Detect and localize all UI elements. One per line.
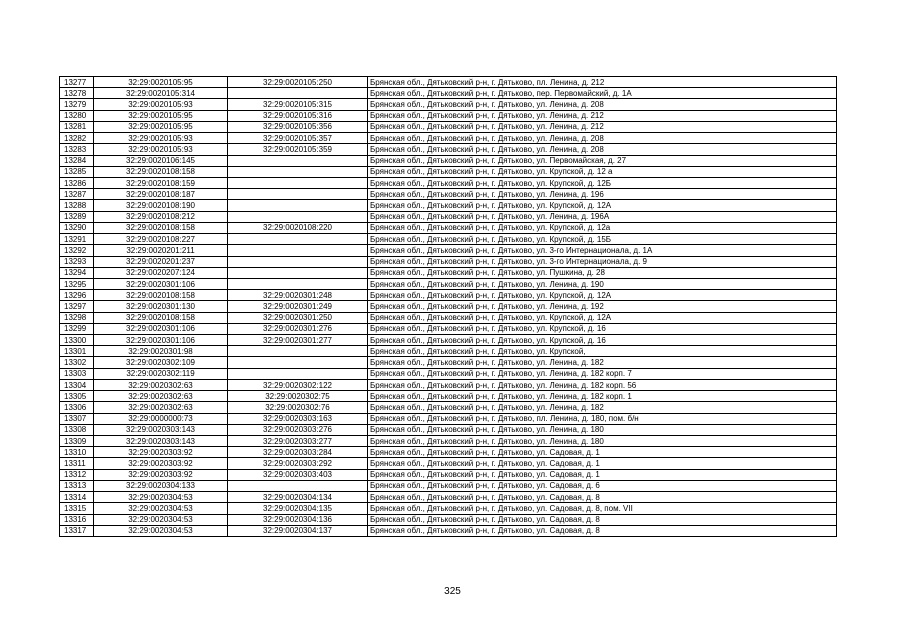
table-row xyxy=(60,447,837,458)
address-cell: Брянская обл., Дятьковский р-н, г. Дятьково, ул. Ленина, д. 190 xyxy=(368,278,837,289)
cadastral-register-table xyxy=(59,76,837,537)
cadastral-number-cell: 32:29:0000000:73 xyxy=(94,413,228,424)
cadastral-number-2-cell xyxy=(228,357,368,368)
cadastral-number-2-cell: 32:29:0020304:134 xyxy=(228,492,368,503)
cadastral-number-2-cell xyxy=(228,166,368,177)
cadastral-number-2-cell xyxy=(228,368,368,379)
table-row xyxy=(60,133,837,144)
cadastral-number-2-cell: 32:29:0020105:356 xyxy=(228,121,368,132)
address-cell: Брянская обл., Дятьковский р-н, г. Дятьково, ул. Первомайская, д. 27 xyxy=(368,155,837,166)
cadastral-number-cell: 32:29:0020108:187 xyxy=(94,189,228,200)
table-row xyxy=(60,480,837,491)
address-cell: Брянская обл., Дятьковский р-н, г. Дятьково, ул. 3-го Интернационала, д. 1А xyxy=(368,245,837,256)
cadastral-number-cell: 32:29:0020303:143 xyxy=(94,436,228,447)
address-cell: Брянская обл., Дятьковский р-н, г. Дятьково, ул. Ленина, д. 196 xyxy=(368,189,837,200)
table-row xyxy=(60,267,837,278)
table-row xyxy=(60,290,837,301)
cadastral-number-cell: 32:29:0020302:109 xyxy=(94,357,228,368)
address-cell: Брянская обл., Дятьковский р-н, г. Дятьково, ул. Садовая, д. 1 xyxy=(368,458,837,469)
address-cell: Брянская обл., Дятьковский р-н, г. Дятьково, ул. Садовая, д. 1 xyxy=(368,447,837,458)
cadastral-number-cell: 32:29:0020108:158 xyxy=(94,222,228,233)
table-row xyxy=(60,77,837,88)
address-cell: Брянская обл., Дятьковский р-н, г. Дятьково, ул. Садовая, д. 8 xyxy=(368,492,837,503)
address-cell: Брянская обл., Дятьковский р-н, г. Дятьково, ул. Крупской, д. 12 а xyxy=(368,166,837,177)
cadastral-number-cell: 32:29:0020301:130 xyxy=(94,301,228,312)
row-number-cell: 13300 xyxy=(60,335,94,346)
row-number-cell: 13317 xyxy=(60,525,94,536)
cadastral-number-2-cell xyxy=(228,211,368,222)
row-number-cell: 13312 xyxy=(60,469,94,480)
cadastral-number-cell: 32:29:0020105:95 xyxy=(94,110,228,121)
row-number-cell: 13285 xyxy=(60,166,94,177)
row-number-cell: 13307 xyxy=(60,413,94,424)
table-body xyxy=(60,77,837,537)
row-number-cell: 13313 xyxy=(60,480,94,491)
row-number-cell: 13286 xyxy=(60,177,94,188)
row-number-cell: 13290 xyxy=(60,222,94,233)
address-cell: Брянская обл., Дятьковский р-н, г. Дятьково, пер. Первомайский, д. 1А xyxy=(368,88,837,99)
cadastral-number-cell: 32:29:0020201:211 xyxy=(94,245,228,256)
address-cell: Брянская обл., Дятьковский р-н, г. Дятьково, ул. Ленина, д. 182 корп. 56 xyxy=(368,379,837,390)
cadastral-number-cell: 32:29:0020108:159 xyxy=(94,177,228,188)
address-cell: Брянская обл., Дятьковский р-н, г. Дятьково, ул. Садовая, д. 8, пом. VII xyxy=(368,503,837,514)
cadastral-number-cell: 32:29:0020302:119 xyxy=(94,368,228,379)
cadastral-number-cell: 32:29:0020201:237 xyxy=(94,256,228,267)
cadastral-number-2-cell xyxy=(228,234,368,245)
row-number-cell: 13292 xyxy=(60,245,94,256)
address-cell: Брянская обл., Дятьковский р-н, г. Дятьково, ул. Пушкина, д. 28 xyxy=(368,267,837,278)
cadastral-number-2-cell xyxy=(228,346,368,357)
row-number-cell: 13297 xyxy=(60,301,94,312)
table-row xyxy=(60,525,837,536)
table-row xyxy=(60,245,837,256)
cadastral-number-cell: 32:29:0020105:95 xyxy=(94,121,228,132)
cadastral-number-2-cell: 32:29:0020303:403 xyxy=(228,469,368,480)
row-number-cell: 13296 xyxy=(60,290,94,301)
cadastral-number-2-cell xyxy=(228,88,368,99)
cadastral-number-2-cell xyxy=(228,267,368,278)
address-cell: Брянская обл., Дятьковский р-н, г. Дятьково, ул. Крупской, xyxy=(368,346,837,357)
address-cell: Брянская обл., Дятьковский р-н, г. Дятьково, ул. Садовая, д. 1 xyxy=(368,469,837,480)
row-number-cell: 13280 xyxy=(60,110,94,121)
table-row xyxy=(60,222,837,233)
table-row xyxy=(60,323,837,334)
address-cell: Брянская обл., Дятьковский р-н, г. Дятьково, ул. Ленина, д. 208 xyxy=(368,144,837,155)
cadastral-number-cell: 32:29:0020304:53 xyxy=(94,525,228,536)
table-row xyxy=(60,234,837,245)
cadastral-number-cell: 32:29:0020302:63 xyxy=(94,391,228,402)
table-row xyxy=(60,189,837,200)
row-number-cell: 13299 xyxy=(60,323,94,334)
row-number-cell: 13304 xyxy=(60,379,94,390)
row-number-cell: 13289 xyxy=(60,211,94,222)
cadastral-number-cell: 32:29:0020108:158 xyxy=(94,312,228,323)
cadastral-number-2-cell: 32:29:0020105:359 xyxy=(228,144,368,155)
address-cell: Брянская обл., Дятьковский р-н, г. Дятьково, ул. Крупской, д. 12А xyxy=(368,290,837,301)
cadastral-number-cell: 32:29:0020108:227 xyxy=(94,234,228,245)
row-number-cell: 13306 xyxy=(60,402,94,413)
address-cell: Брянская обл., Дятьковский р-н, г. Дятьково, ул. 3-го Интернационала, д. 9 xyxy=(368,256,837,267)
cadastral-number-2-cell: 32:29:0020304:137 xyxy=(228,525,368,536)
row-number-cell: 13283 xyxy=(60,144,94,155)
cadastral-number-2-cell: 32:29:0020105:250 xyxy=(228,77,368,88)
cadastral-number-2-cell: 32:29:0020303:292 xyxy=(228,458,368,469)
cadastral-number-2-cell: 32:29:0020301:250 xyxy=(228,312,368,323)
address-cell: Брянская обл., Дятьковский р-н, г. Дятьково, ул. Ленина, д. 212 xyxy=(368,121,837,132)
cadastral-number-2-cell: 32:29:0020302:122 xyxy=(228,379,368,390)
table-row xyxy=(60,346,837,357)
row-number-cell: 13291 xyxy=(60,234,94,245)
table-row xyxy=(60,391,837,402)
cadastral-number-cell: 32:29:0020303:92 xyxy=(94,469,228,480)
cadastral-number-2-cell: 32:29:0020303:276 xyxy=(228,424,368,435)
row-number-cell: 13302 xyxy=(60,357,94,368)
table-row xyxy=(60,166,837,177)
cadastral-number-cell: 32:29:0020108:190 xyxy=(94,200,228,211)
address-cell: Брянская обл., Дятьковский р-н, г. Дятьково, ул. Садовая, д. 8 xyxy=(368,514,837,525)
table-row xyxy=(60,402,837,413)
row-number-cell: 13309 xyxy=(60,436,94,447)
cadastral-number-2-cell: 32:29:0020105:357 xyxy=(228,133,368,144)
page-number: 325 xyxy=(444,586,461,597)
address-cell: Брянская обл., Дятьковский р-н, г. Дятьково, ул. Ленина, д. 182 корп. 7 xyxy=(368,368,837,379)
cadastral-number-cell: 32:29:0020108:212 xyxy=(94,211,228,222)
cadastral-number-2-cell xyxy=(228,256,368,267)
cadastral-number-cell: 32:29:0020301:98 xyxy=(94,346,228,357)
cadastral-number-2-cell xyxy=(228,155,368,166)
address-cell: Брянская обл., Дятьковский р-н, г. Дятьково, ул. Крупской, д. 12А xyxy=(368,312,837,323)
row-number-cell: 13287 xyxy=(60,189,94,200)
address-cell: Брянская обл., Дятьковский р-н, г. Дятьково, ул. Крупской, д. 12Б xyxy=(368,177,837,188)
cadastral-number-2-cell: 32:29:0020303:277 xyxy=(228,436,368,447)
table-row xyxy=(60,121,837,132)
cadastral-number-cell: 32:29:0020302:63 xyxy=(94,379,228,390)
cadastral-number-cell: 32:29:0020105:93 xyxy=(94,99,228,110)
table-row xyxy=(60,312,837,323)
address-cell: Брянская обл., Дятьковский р-н, г. Дятьково, ул. Садовая, д. 8 xyxy=(368,525,837,536)
cadastral-number-2-cell: 32:29:0020303:163 xyxy=(228,413,368,424)
cadastral-number-2-cell: 32:29:0020304:135 xyxy=(228,503,368,514)
row-number-cell: 13316 xyxy=(60,514,94,525)
table-row xyxy=(60,211,837,222)
address-cell: Брянская обл., Дятьковский р-н, г. Дятьково, ул. Ленина, д. 212 xyxy=(368,110,837,121)
address-cell: Брянская обл., Дятьковский р-н, г. Дятьково, ул. Ленина, д. 180 xyxy=(368,424,837,435)
table-row xyxy=(60,469,837,480)
cadastral-number-2-cell: 32:29:0020302:76 xyxy=(228,402,368,413)
cadastral-number-cell: 32:29:0020105:93 xyxy=(94,133,228,144)
table-row xyxy=(60,379,837,390)
row-number-cell: 13311 xyxy=(60,458,94,469)
row-number-cell: 13298 xyxy=(60,312,94,323)
row-number-cell: 13294 xyxy=(60,267,94,278)
cadastral-number-2-cell: 32:29:0020301:248 xyxy=(228,290,368,301)
cadastral-number-2-cell xyxy=(228,189,368,200)
row-number-cell: 13293 xyxy=(60,256,94,267)
cadastral-number-2-cell: 32:29:0020304:136 xyxy=(228,514,368,525)
cadastral-number-cell: 32:29:0020105:95 xyxy=(94,77,228,88)
row-number-cell: 13278 xyxy=(60,88,94,99)
cadastral-number-2-cell xyxy=(228,200,368,211)
row-number-cell: 13288 xyxy=(60,200,94,211)
row-number-cell: 13281 xyxy=(60,121,94,132)
table-row xyxy=(60,177,837,188)
cadastral-number-cell: 32:29:0020304:133 xyxy=(94,480,228,491)
cadastral-number-cell: 32:29:0020108:158 xyxy=(94,166,228,177)
row-number-cell: 13301 xyxy=(60,346,94,357)
address-cell: Брянская обл., Дятьковский р-н, г. Дятьково, ул. Крупской, д. 15Б xyxy=(368,234,837,245)
table-row xyxy=(60,413,837,424)
cadastral-number-cell: 32:29:0020301:106 xyxy=(94,323,228,334)
cadastral-number-cell: 32:29:0020301:106 xyxy=(94,278,228,289)
table-row xyxy=(60,514,837,525)
cadastral-number-2-cell xyxy=(228,245,368,256)
address-cell: Брянская обл., Дятьковский р-н, г. Дятьково, ул. Ленина, д. 208 xyxy=(368,99,837,110)
table-row xyxy=(60,144,837,155)
table-row xyxy=(60,200,837,211)
table-row xyxy=(60,88,837,99)
cadastral-number-2-cell: 32:29:0020301:249 xyxy=(228,301,368,312)
table-row xyxy=(60,110,837,121)
cadastral-number-cell: 32:29:0020106:145 xyxy=(94,155,228,166)
cadastral-number-cell: 32:29:0020105:93 xyxy=(94,144,228,155)
table-row xyxy=(60,503,837,514)
address-cell: Брянская обл., Дятьковский р-н, г. Дятьково, ул. Ленина, д. 182 xyxy=(368,402,837,413)
table-row xyxy=(60,368,837,379)
row-number-cell: 13303 xyxy=(60,368,94,379)
address-cell: Брянская обл., Дятьковский р-н, г. Дятьково, ул. Ленина, д. 182 xyxy=(368,357,837,368)
address-cell: Брянская обл., Дятьковский р-н, г. Дятьково, ул. Ленина, д. 182 корп. 1 xyxy=(368,391,837,402)
cadastral-number-cell: 32:29:0020303:143 xyxy=(94,424,228,435)
address-cell: Брянская обл., Дятьковский р-н, г. Дятьково, ул. Крупской, д. 16 xyxy=(368,323,837,334)
cadastral-number-cell: 32:29:0020304:53 xyxy=(94,492,228,503)
cadastral-number-cell: 32:29:0020302:63 xyxy=(94,402,228,413)
cadastral-number-2-cell: 32:29:0020302:75 xyxy=(228,391,368,402)
cadastral-number-2-cell xyxy=(228,480,368,491)
table-row xyxy=(60,301,837,312)
address-cell: Брянская обл., Дятьковский р-н, г. Дятьково, ул. Крупской, д. 16 xyxy=(368,335,837,346)
row-number-cell: 13314 xyxy=(60,492,94,503)
table-row xyxy=(60,458,837,469)
table-row xyxy=(60,278,837,289)
address-cell: Брянская обл., Дятьковский р-н, г. Дятьково, ул. Ленина, д. 192 xyxy=(368,301,837,312)
cadastral-number-cell: 32:29:0020108:158 xyxy=(94,290,228,301)
row-number-cell: 13279 xyxy=(60,99,94,110)
cadastral-number-cell: 32:29:0020303:92 xyxy=(94,458,228,469)
cadastral-number-2-cell xyxy=(228,177,368,188)
cadastral-number-cell: 32:29:0020303:92 xyxy=(94,447,228,458)
cadastral-number-cell: 32:29:0020301:106 xyxy=(94,335,228,346)
address-cell: Брянская обл., Дятьковский р-н, г. Дятьково, ул. Ленина, д. 180 xyxy=(368,436,837,447)
cadastral-number-2-cell: 32:29:0020301:277 xyxy=(228,335,368,346)
cadastral-number-cell: 32:29:0020207:124 xyxy=(94,267,228,278)
cadastral-number-cell: 32:29:0020105:314 xyxy=(94,88,228,99)
cadastral-number-2-cell: 32:29:0020108:220 xyxy=(228,222,368,233)
table-row xyxy=(60,424,837,435)
row-number-cell: 13315 xyxy=(60,503,94,514)
row-number-cell: 13295 xyxy=(60,278,94,289)
address-cell: Брянская обл., Дятьковский р-н, г. Дятьково, пл. Ленина, д. 212 xyxy=(368,77,837,88)
cadastral-number-2-cell xyxy=(228,278,368,289)
table-row xyxy=(60,436,837,447)
table-row xyxy=(60,155,837,166)
row-number-cell: 13282 xyxy=(60,133,94,144)
address-cell: Брянская обл., Дятьковский р-н, г. Дятьково, ул. Ленина, д. 208 xyxy=(368,133,837,144)
address-cell: Брянская обл., Дятьковский р-н, г. Дятьково, ул. Садовая, д. 6 xyxy=(368,480,837,491)
address-cell: Брянская обл., Дятьковский р-н, г. Дятьково, ул. Крупской, д. 12а xyxy=(368,222,837,233)
cadastral-number-cell: 32:29:0020304:53 xyxy=(94,514,228,525)
table-row xyxy=(60,256,837,267)
row-number-cell: 13284 xyxy=(60,155,94,166)
table-row xyxy=(60,492,837,503)
cadastral-number-2-cell: 32:29:0020105:315 xyxy=(228,99,368,110)
table-row xyxy=(60,357,837,368)
row-number-cell: 13305 xyxy=(60,391,94,402)
cadastral-number-cell: 32:29:0020304:53 xyxy=(94,503,228,514)
cadastral-number-2-cell: 32:29:0020105:316 xyxy=(228,110,368,121)
row-number-cell: 13308 xyxy=(60,424,94,435)
address-cell: Брянская обл., Дятьковский р-н, г. Дятьково, пл. Ленина, д. 180, пом. б/н xyxy=(368,413,837,424)
address-cell: Брянская обл., Дятьковский р-н, г. Дятьково, ул. Ленина, д. 196А xyxy=(368,211,837,222)
row-number-cell: 13310 xyxy=(60,447,94,458)
address-cell: Брянская обл., Дятьковский р-н, г. Дятьково, ул. Крупской, д. 12А xyxy=(368,200,837,211)
table-row xyxy=(60,99,837,110)
table-row xyxy=(60,335,837,346)
row-number-cell: 13277 xyxy=(60,77,94,88)
cadastral-number-2-cell: 32:29:0020301:276 xyxy=(228,323,368,334)
cadastral-number-2-cell: 32:29:0020303:284 xyxy=(228,447,368,458)
